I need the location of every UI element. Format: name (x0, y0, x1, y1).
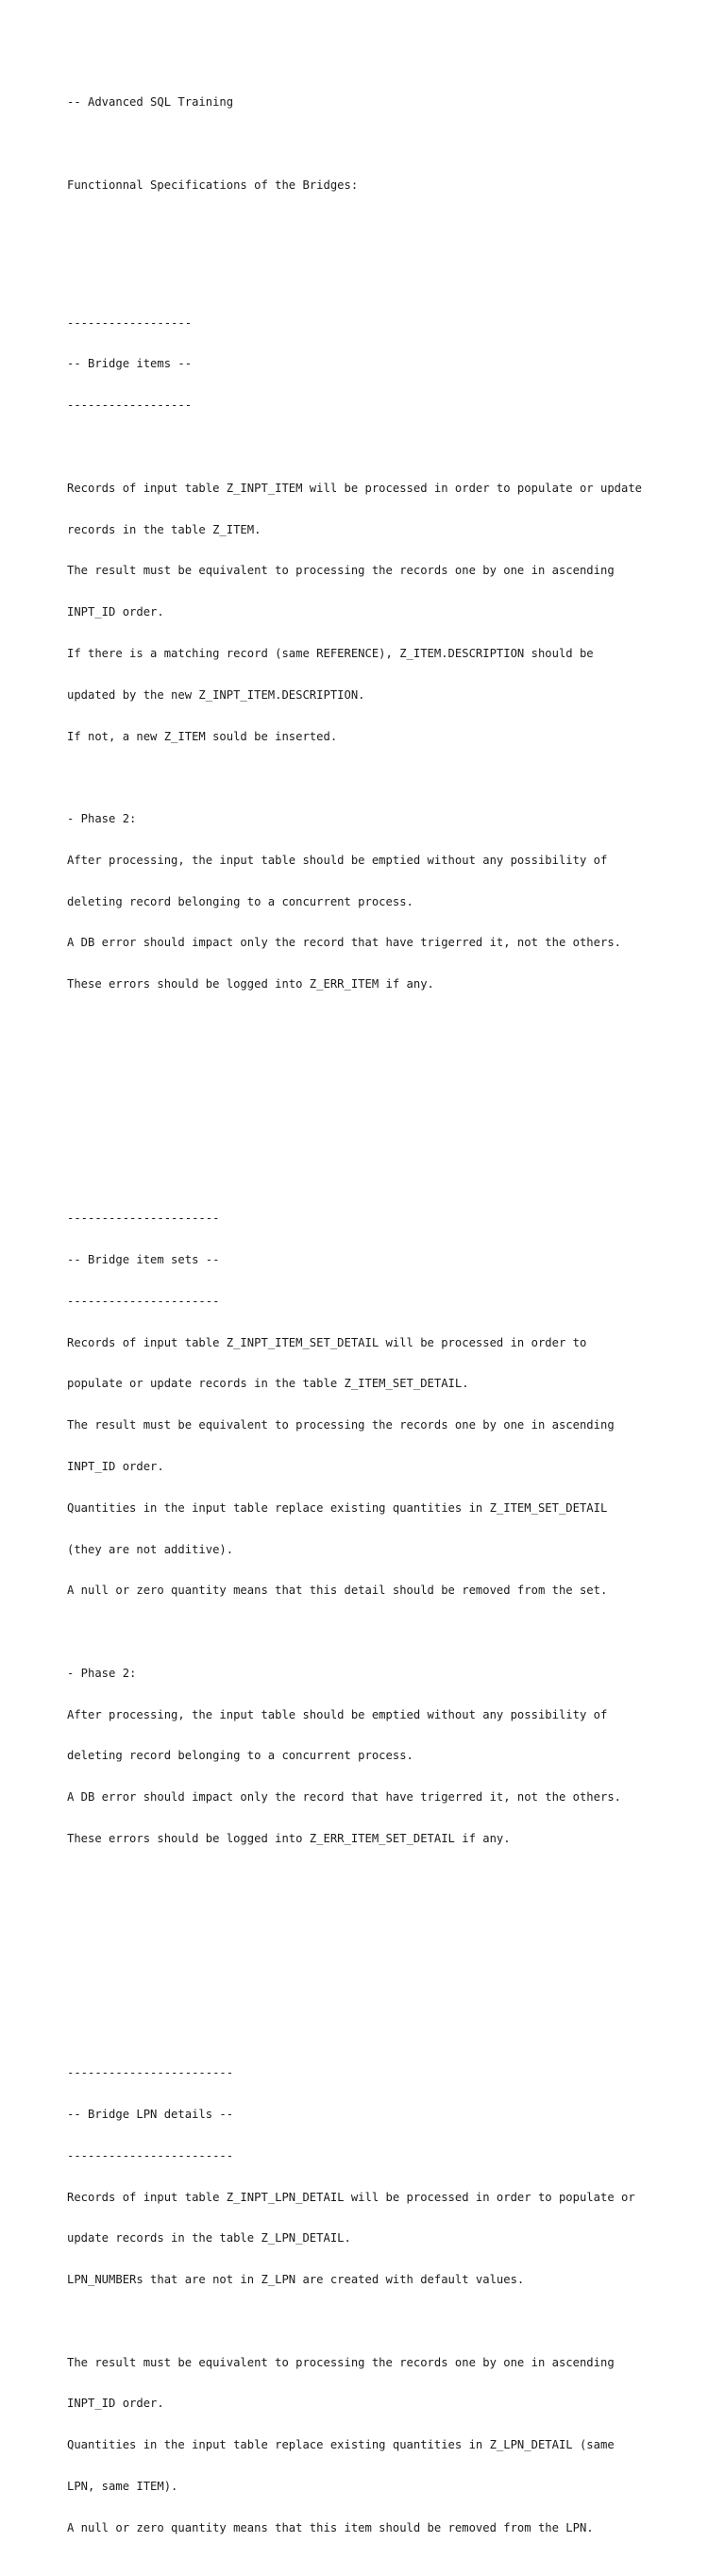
spacer (67, 1625, 718, 1639)
section-heading: -- Bridge item sets -- (67, 1253, 220, 1267)
section-heading: -- Bridge LPN details -- (67, 2107, 234, 2121)
phase-line: deleting record belonging to a concurrent process. (67, 894, 413, 908)
body-line: Quantities in the input table replace existing quantities in Z_ITEM_SET_DETAIL (67, 1500, 608, 1515)
document-title: -- Advanced SQL Training (67, 95, 234, 110)
body-line: (they are not additive). (67, 1542, 234, 1556)
section-gap (67, 1060, 718, 1129)
body-line: If not, a new Z_ITEM sould be inserted. (67, 729, 338, 743)
body-line: The result must be equivalent to processing the records one by one in ascending (67, 564, 615, 578)
phase-line: These errors should be logged into Z_ERR_ITEM_SET_DETAIL if any. (67, 1832, 511, 1846)
body-line: If there is a matching record (same REFERENCE), Z_ITEM.DESCRIPTION should be (67, 646, 594, 660)
phase-label: - Phase 2: (67, 1666, 137, 1680)
section-bridge-item-sets (67, 1184, 718, 1873)
spacer (67, 440, 718, 454)
phase-line: A DB error should impact only the record that have trigerred it, not the others. (67, 1790, 621, 1805)
section-rule-bottom: ---------------------- (67, 1294, 220, 1308)
phase-line: After processing, the input table should be emptied without any possibility of (67, 853, 608, 867)
body-line: Records of input table Z_INPT_LPN_DETAIL will be processed in order to populate or (67, 2190, 635, 2204)
spacer (67, 137, 718, 151)
spacer (67, 771, 718, 785)
section-gap (67, 1915, 718, 1984)
section-rule-top: ---------------------- (67, 1212, 220, 1226)
spacer (67, 220, 718, 234)
section-rule-top: ------------------ (67, 315, 193, 330)
body-line: The result must be equivalent to processing the records one by one in ascending (67, 1418, 615, 1432)
body-line: A null or zero quantity means that this detail should be removed from the set. (67, 1584, 608, 1598)
body-line: INPT_ID order. (67, 605, 164, 619)
phase-line: deleting record belonging to a concurrent process. (67, 1749, 413, 1763)
section-rule-bottom: ------------------------ (67, 2148, 234, 2162)
body-line: populate or update records in the table Z_ITEM_SET_DETAIL. (67, 1377, 469, 1391)
phase-line: After processing, the input table should be emptied without any possibility of (67, 1707, 608, 1721)
body-line: records in the table Z_ITEM. (67, 522, 261, 536)
body-line: update records in the table Z_LPN_DETAIL. (67, 2231, 351, 2246)
phase-label: - Phase 2: (67, 812, 137, 826)
section-rule-top: ------------------------ (67, 2066, 234, 2080)
body-line: Records of input table Z_INPT_ITEM_SET_DETAIL will be processed in order to (67, 1335, 587, 1349)
body-line: Records of input table Z_INPT_ITEM will be processed in order to populate or update (67, 481, 643, 495)
spacer (67, 2314, 718, 2329)
body-line: LPN, same ITEM). (67, 2479, 178, 2493)
body-line: INPT_ID order. (67, 2397, 164, 2411)
body-line: INPT_ID order. (67, 1460, 164, 1473)
document-subtitle: Functionnal Specifications of the Bridges: (67, 178, 359, 192)
body-line: LPN_NUMBERs that are not in Z_LPN are created with default values. (67, 2273, 525, 2287)
body-line: The result must be equivalent to processing the records one by one in ascending (67, 2355, 615, 2369)
body-line: updated by the new Z_INPT_ITEM.DESCRIPTION. (67, 687, 365, 702)
document-page (67, 68, 718, 2576)
section-rule-bottom: ------------------ (67, 398, 193, 413)
section-bridge-items (67, 289, 718, 1019)
section-bridge-lpn-details (67, 2039, 718, 2563)
section-heading: -- Bridge items -- (67, 357, 193, 371)
body-line: Quantities in the input table replace existing quantities in Z_LPN_DETAIL (same (67, 2438, 615, 2452)
phase-line: These errors should be logged into Z_ERR_ITEM if any. (67, 977, 434, 991)
body-line: A null or zero quantity means that this item should be removed from the LPN. (67, 2520, 594, 2534)
phase-line: A DB error should impact only the record that have trigerred it, not the others. (67, 936, 621, 950)
